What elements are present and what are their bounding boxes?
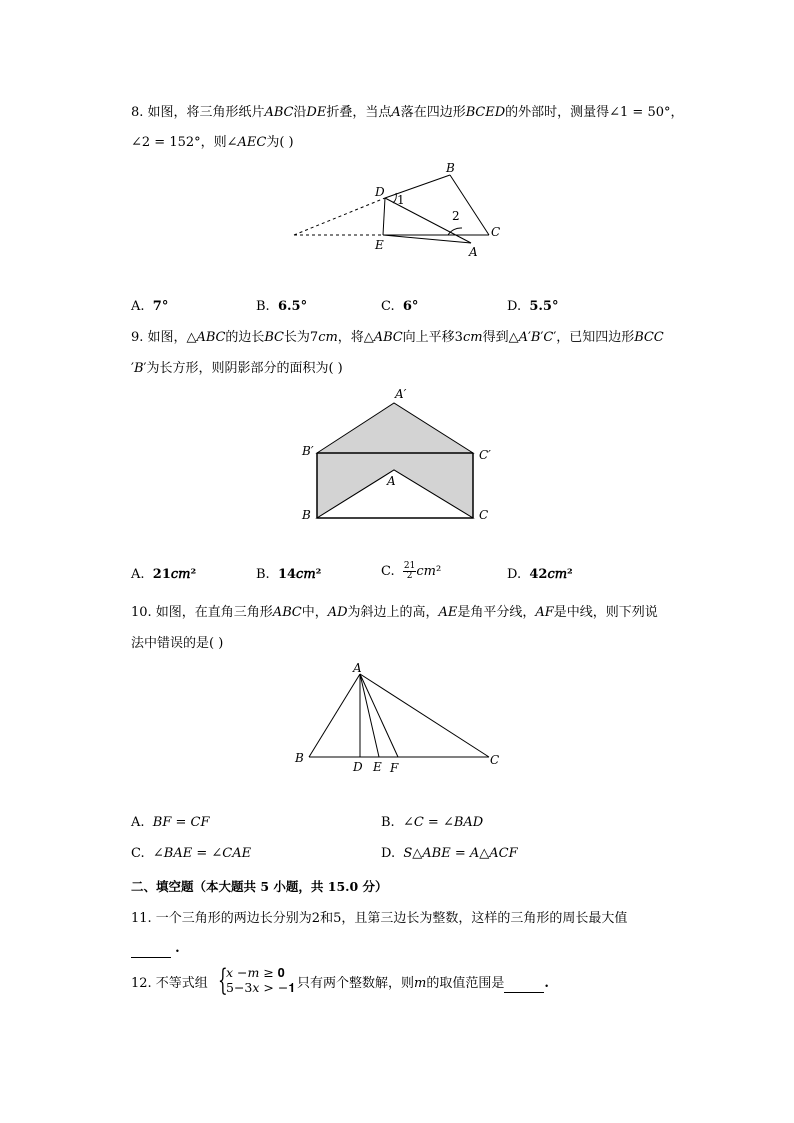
q9-text-line1: 9. 如图，△𝐴𝐵𝐶的边长𝐵𝐶长为7𝑐𝑚，将△𝐴𝐵𝐶向上平移3𝑐𝑚得到△𝐴′𝐵′𝐶′，已知四边形𝐵𝐶𝐶: [131, 330, 664, 345]
q8-label-D: D: [375, 185, 385, 199]
q11-text-line1: 11. 一个三角形的两边长分别为2和5，且第三边长为整数，这样的三角形的周长最大值: [131, 911, 628, 926]
q12-inequality-2: 5−3𝑥 > −𝟏: [226, 980, 296, 995]
q9-option-a[interactable]: A. 21𝑐𝑚²: [131, 567, 197, 582]
q8-label-C: C: [491, 225, 501, 239]
q8-option-c[interactable]: C. 6°: [381, 299, 419, 314]
q12-answer-blank[interactable]: [504, 978, 544, 993]
q8-label-1: 1: [397, 193, 405, 207]
q10-text-line2: 法中错误的是( ): [131, 636, 224, 651]
q8-label-A: A: [469, 245, 478, 259]
q9-label-B: B: [302, 508, 311, 522]
q10-label-A: A: [353, 661, 362, 675]
q9-option-d[interactable]: D. 42𝑐𝑚²: [507, 567, 573, 582]
q10-label-D: D: [353, 760, 363, 774]
q10-label-B: B: [295, 751, 304, 765]
q10-text-line1: 10. 如图，在直角三角形𝐴𝐵𝐶中，𝐴𝐷为斜边上的高，𝐴𝐸是角平分线，𝐴𝐹是中线，则下列说: [131, 605, 658, 620]
q10-label-E: E: [373, 760, 382, 774]
q9-text-line2: ′𝐵′为长方形，则阴影部分的面积为( ): [131, 361, 343, 376]
q8-label-2: 2: [452, 209, 460, 223]
q10-label-C: C: [490, 753, 500, 767]
q8-text-line1: 8. 如图，将三角形纸片𝐴𝐵𝐶沿𝐷𝐸折叠，当点𝐴落在四边形𝐵𝐶𝐸𝐷的外部时，测量得∠1 = 50°，: [131, 105, 684, 120]
q11-answer-blank[interactable]: [131, 943, 171, 958]
q9-label-Cp: C′: [479, 448, 491, 462]
q9-label-Ap: A′: [395, 387, 407, 401]
section-fill-in-blank-header: 二、填空题（本大题共 5 小题，共 15.0 分）: [131, 879, 388, 894]
q10-option-b[interactable]: B. ∠𝐶 = ∠𝐵𝐴𝐷: [381, 815, 484, 830]
q12-brace: {: [218, 963, 228, 998]
q12-suffix: 只有两个整数解，则𝑚的取值范围是 .: [297, 976, 549, 991]
q8-label-B: B: [446, 161, 455, 175]
q10-option-d[interactable]: D. 𝑆△𝐴𝐵𝐸 = 𝐴△𝐴𝐶𝐹: [381, 846, 518, 861]
q9-label-C: C: [479, 508, 489, 522]
q10-label-F: F: [390, 761, 399, 775]
q8-label-E: E: [375, 238, 384, 252]
q12-prefix: 12. 不等式组: [131, 976, 208, 991]
q10-option-c[interactable]: C. ∠𝐵𝐴𝐸 = ∠𝐶𝐴𝐸: [131, 846, 252, 861]
q9-option-c[interactable]: C. $\frac{21}{2}$ 𝑐𝑚²: [381, 561, 442, 581]
q9-label-Bp: B′: [302, 444, 314, 458]
q8-text-line2: ∠2 = 152°，则∠𝐴𝐸𝐶为( ): [131, 135, 294, 150]
q8-option-a[interactable]: A. 7°: [131, 299, 169, 314]
q9-option-b[interactable]: B. 14𝑐𝑚²: [256, 567, 322, 582]
q9-option-c-fraction: $\frac{21}{2}$: [403, 561, 416, 581]
q8-option-b[interactable]: B. 6.5°: [256, 299, 308, 314]
q9-label-A: A: [387, 474, 396, 488]
q12-inequality-1: 𝑥 −𝑚 ≥ 𝟎: [226, 965, 285, 980]
q10-option-a[interactable]: A. 𝐵𝐹 = 𝐶𝐹: [131, 815, 210, 830]
q8-option-d[interactable]: D. 5.5°: [507, 299, 559, 314]
q11-text-line2: .: [131, 940, 180, 958]
q10-seg-AB: [309, 674, 360, 757]
q10-seg-AE: [360, 674, 379, 757]
